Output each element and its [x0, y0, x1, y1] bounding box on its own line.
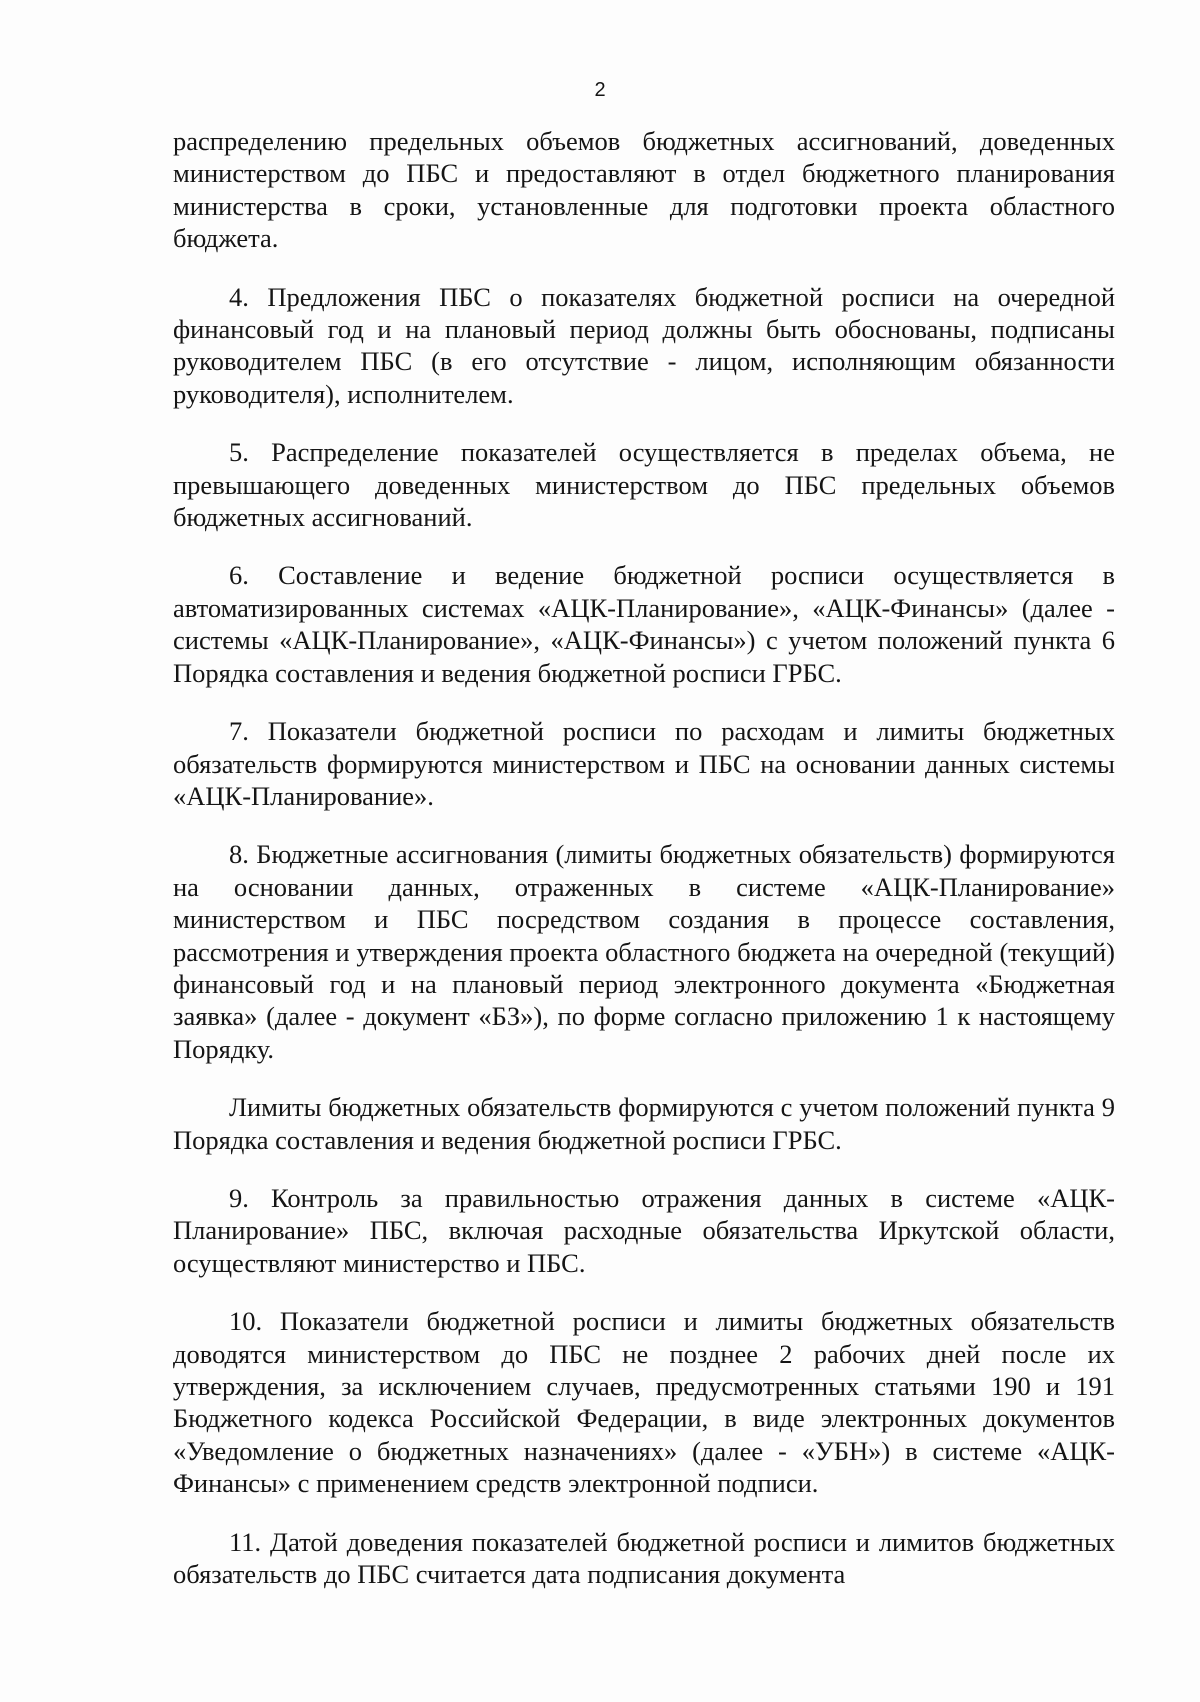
paragraph-item-5: 5. Распределение показателей осуществляется в пределах объема, не превышающего доведенных министерством до ПБС предельных объемов бюджетных ассигнований. — [173, 437, 1115, 533]
paragraph-item-4: 4. Предложения ПБС о показателях бюджетной росписи на очередной финансовый год и на плановый период должны быть обоснованы, подписаны руководителем ПБС (в его отсутствие - лицом, исполняющим обязанности руководителя), исполнителем. — [173, 281, 1115, 409]
paragraph-item-9: 9. Контроль за правильностью отражения данных в системе «АЦК-Планирование» ПБС, включая расходные обязательства Иркутской области, осуществляют министерство и ПБС. — [173, 1182, 1115, 1278]
paragraph-item-10: 10. Показатели бюджетной росписи и лимиты бюджетных обязательств доводятся министерством до ПБС не позднее 2 рабочих дней после их утверждения, за исключением случаев, предусмотренных статьями 190 и 191 Бюджетного кодекса Российской Федерации, в виде электронных документов «Уведомление о бюджетных назначениях» (далее - «УБН») в системе «АЦК-Финансы» с применением средств электронной подписи. — [173, 1306, 1115, 1499]
paragraph-item-7: 7. Показатели бюджетной росписи по расходам и лимиты бюджетных обязательств формируются министерством и ПБС на основании данных системы «АЦК-Планирование». — [173, 716, 1115, 811]
paragraph-item-11: 11. Датой доведения показателей бюджетной росписи и лимитов бюджетных обязательств до ПБС считается дата подписания документа — [173, 1526, 1115, 1590]
paragraph-item-8: 8. Бюджетные ассигнования (лимиты бюджетных обязательств) формируются на основании данных, отраженных в системе «АЦК-Планирование» министерством и ПБС посредством создания в процессе составления, рассмотрения и утверждения проекта областного бюджета на очередной (текущий) финансовый год и на плановый период электронного документа «Бюджетная заявка» (далее - документ «БЗ»), по форме согласно приложению 1 к настоящему Порядку. — [173, 839, 1115, 1064]
paragraph-item-8-limits: Лимиты бюджетных обязательств формируются с учетом положений пункта 9 Порядка составления и ведения бюджетной росписи ГРБС. — [173, 1092, 1115, 1155]
document-body — [173, 125, 1115, 1616]
paragraph-item-6: 6. Составление и ведение бюджетной росписи осуществляется в автоматизированных системах «АЦК-Планирование», «АЦК-Финансы» (далее - системы «АЦК-Планирование», «АЦК-Финансы») с учетом положений пункта 6 Порядка составления и ведения бюджетной росписи ГРБС. — [173, 560, 1115, 688]
paragraph-continued: распределению предельных объемов бюджетных ассигнований, доведенных министерством до ПБС и предоставляют в отдел бюджетного планирования министерства в сроки, установленные для подготовки проекта областного бюджета. — [173, 126, 1115, 254]
page-number: 2 — [594, 79, 606, 101]
